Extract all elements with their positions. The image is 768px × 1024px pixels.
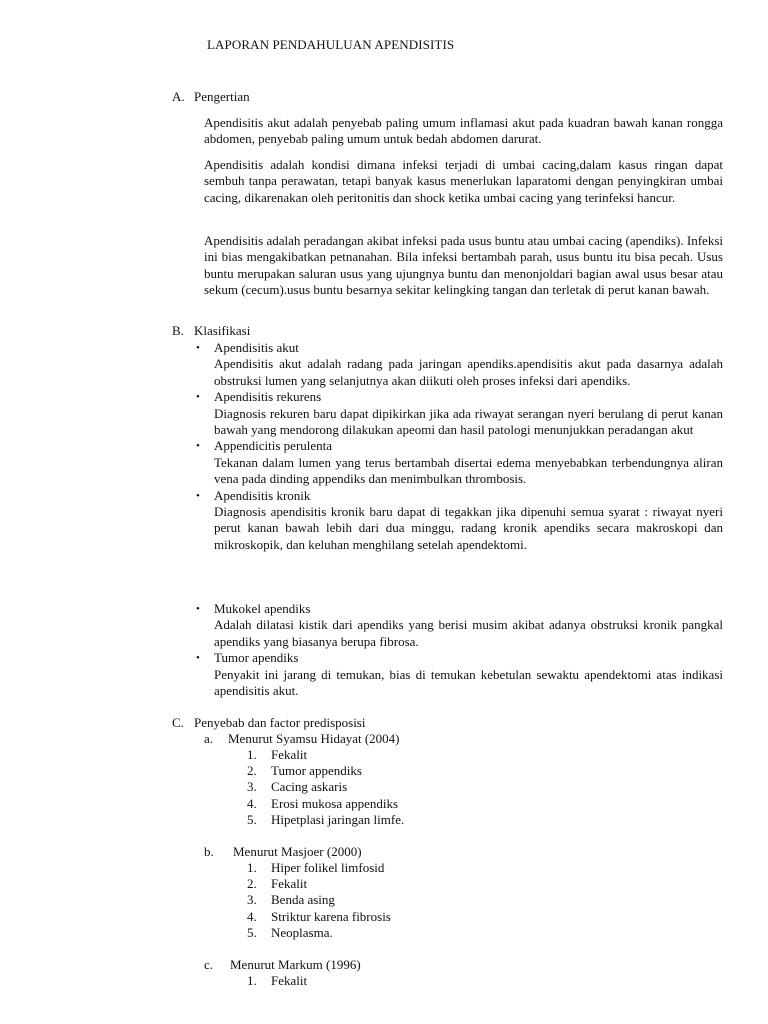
classification-list-continued: [194, 601, 723, 699]
list-item-desc: Adalah dilatasi kistik dari apendiks yang berisi musim akibat adanya obstruksi kronik pangkal apendiks yang biasanya berupa fibrosa.: [214, 617, 723, 649]
group-b-heading: [204, 844, 362, 860]
group-a-letter: a.: [204, 731, 214, 746]
list-item: 4. Striktur karena fibrosis: [247, 908, 391, 924]
list-item-title: Tumor apendiks: [214, 650, 299, 666]
group-a-heading: [204, 731, 400, 747]
group-a-list: [247, 747, 404, 828]
list-item: [194, 488, 723, 554]
bullet-icon: •: [196, 489, 200, 502]
list-item: 5. Neoplasma.: [247, 924, 333, 940]
list-item: 5. Hipetplasi jaringan limfe.: [247, 811, 405, 827]
list-item: [194, 389, 723, 438]
list-item: [194, 438, 723, 487]
section-a-title: Pengertian: [194, 89, 250, 104]
group-c-letter: c.: [204, 957, 214, 972]
bullet-icon: •: [196, 603, 200, 615]
bullet-icon: •: [196, 440, 200, 453]
list-item-title: Apendisitis rekurens: [214, 389, 322, 405]
section-b-letter: B.: [172, 323, 184, 338]
document-title: LAPORAN PENDAHULUAN APENDISITIS: [207, 37, 455, 52]
section-c-heading: [172, 715, 365, 731]
group-b-letter: b.: [204, 844, 214, 859]
group-a-title: Menurut Syamsu Hidayat (2004): [228, 731, 400, 746]
list-item: 1. Fekalit: [247, 747, 308, 762]
group-b-list: [247, 860, 391, 941]
classification-list: [194, 340, 723, 553]
list-item-title: Apendisitis akut: [214, 340, 299, 355]
list-item: 2. Fekalit: [247, 876, 308, 892]
list-item: 1. Fekalit: [247, 973, 308, 988]
list-item-desc: Diagnosis rekuren baru dapat dipikirkan jika ada riwayat serangan nyeri berulang di perut kanan bawah yang mendorong dilakukan apeomi dan hasil patologi menunjukkan peradangan akut: [214, 405, 723, 438]
section-a-paragraph-3: Apendisitis adalah peradangan akibat infeksi pada usus buntu atau umbai cacing (apendiks). Infeksi ini bias mengakibatkan petnanahan. Bila infeksi bertambah parah, usus buntu itu bisa pecah. Usus buntu merupakan saluran usus yang ujungnya buntu dan menonjoldari bagian awal usus besar atau sekum (cecum).usus buntu besarnya sekitar kelingking tangan dan terletak di perut kanan bawah.: [204, 233, 723, 298]
group-b-title: Menurut Masjoer (2000): [233, 844, 362, 859]
section-b-heading: [172, 323, 250, 339]
group-c-list: [247, 973, 307, 989]
list-item: 3. Cacing askaris: [247, 779, 348, 795]
list-item: [194, 650, 723, 699]
section-a-letter: A.: [172, 89, 185, 104]
list-item-desc: Diagnosis apendisitis kronik baru dapat di tegakkan jika dipenuhi semua syarat : riwayat nyeri perut kanan bawah lebih dari dua minggu, radang kronik apendiks secara makroskopi dan mikroskopik, dan keluhan menghilang setelah apendektomi.: [214, 504, 723, 552]
list-item-title: Appendicitis perulenta: [214, 438, 333, 454]
bullet-icon: •: [196, 652, 200, 665]
list-item-desc: Penyakit ini jarang di temukan, bias di temukan kebetulan sewaktu apendektomi atas indikasi apendisitis akut.: [214, 666, 723, 699]
section-c-title: Penyebab dan factor predisposisi: [194, 715, 366, 730]
list-item-title: Apendisitis kronik: [214, 487, 311, 503]
group-c-heading: [204, 957, 361, 973]
section-a-paragraph-2: Apendisitis adalah kondisi dimana infeksi terjadi di umbai cacing,dalam kasus ringan dapat sembuh tanpa perawatan, tetapi banyak kasus menerlukan laparatomi dengan penyingkiran umbai cacing, dikarenakan oleh peritonitis dan shock ketika umbai cacing yang terinfeksi hancur.: [204, 157, 723, 205]
bullet-icon: •: [196, 342, 200, 354]
group-c-title: Menurut Markum (1996): [230, 957, 361, 972]
list-item: 2. Tumor appendiks: [247, 763, 362, 779]
list-item: 3. Benda asing: [247, 892, 335, 908]
list-item-desc: Apendisitis akut adalah radang pada jaringan apendiks.apendisitis akut pada dasarnya adalah obstruksi lumen yang selanjutnya akan diikuti oleh proses infeksi dari apendiks.: [214, 356, 723, 388]
list-item: 4. Erosi mukosa appendiks: [247, 795, 399, 811]
list-item-desc: Tekanan dalam lumen yang terus bertambah disertai edema menyebabkan terbendungnya aliran vena pada dinding appendiks dan menimbulkan thrombosis.: [214, 454, 723, 487]
section-b-title: Klasifikasi: [194, 323, 251, 338]
bullet-icon: •: [196, 391, 200, 404]
list-item: 1. Hiper folikel limfosid: [247, 860, 385, 875]
list-item-title: Mukokel apendiks: [214, 601, 311, 616]
section-a-paragraph-1: Apendisitis akut adalah penyebab paling umum inflamasi akut pada kuadran bawah kanan rongga abdomen, penyebab paling umum untuk bedah abdomen darurat.: [204, 115, 723, 147]
section-c-letter: C.: [172, 715, 184, 730]
section-a-heading: [172, 89, 250, 105]
list-item: [194, 601, 723, 650]
list-item: [194, 340, 723, 389]
